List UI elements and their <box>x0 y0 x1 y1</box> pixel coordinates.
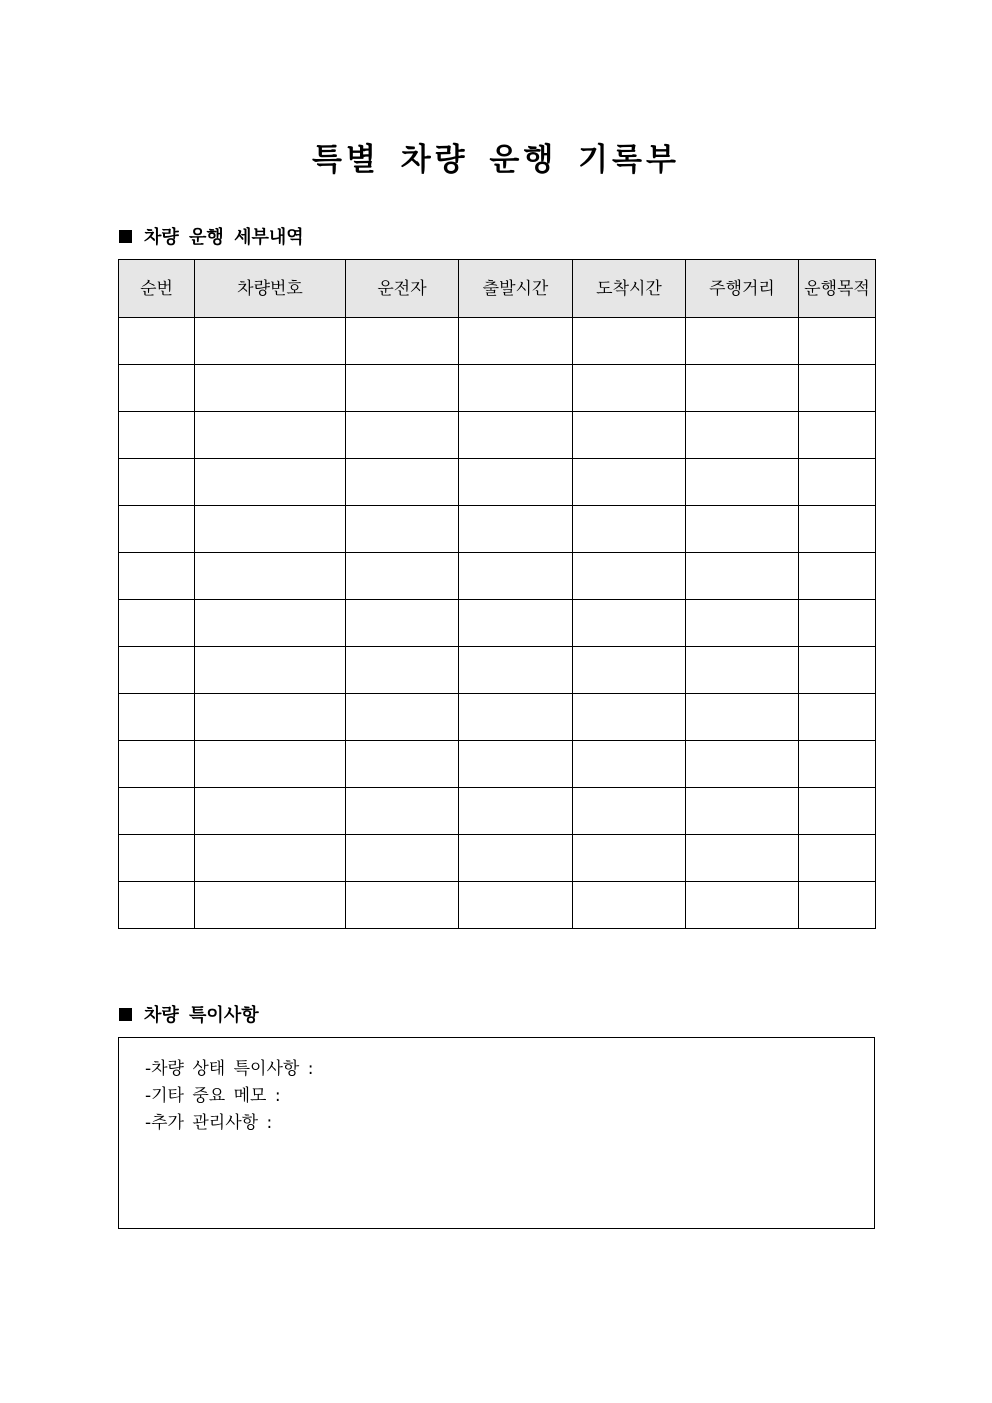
cell-purpose[interactable] <box>799 788 876 835</box>
cell-departure-time[interactable] <box>459 741 573 788</box>
cell-driver[interactable] <box>346 694 459 741</box>
special-notes-box[interactable] <box>118 1037 875 1229</box>
cell-vehicle-number[interactable] <box>195 365 346 412</box>
cell-distance[interactable] <box>686 882 799 929</box>
column-header-distance: 주행거리 <box>686 260 799 318</box>
cell-distance[interactable] <box>686 788 799 835</box>
cell-driver[interactable] <box>346 882 459 929</box>
cell-departure-time[interactable] <box>459 694 573 741</box>
cell-purpose[interactable] <box>799 506 876 553</box>
table-row <box>119 882 876 929</box>
cell-driver[interactable] <box>346 553 459 600</box>
cell-vehicle-number[interactable] <box>195 882 346 929</box>
cell-vehicle-number[interactable] <box>195 318 346 365</box>
cell-vehicle-number[interactable] <box>195 835 346 882</box>
cell-distance[interactable] <box>686 318 799 365</box>
cell-driver[interactable] <box>346 459 459 506</box>
cell-departure-time[interactable] <box>459 882 573 929</box>
cell-driver[interactable] <box>346 365 459 412</box>
cell-purpose[interactable] <box>799 741 876 788</box>
cell-distance[interactable] <box>686 365 799 412</box>
cell-seq[interactable] <box>119 882 195 929</box>
cell-seq[interactable] <box>119 694 195 741</box>
cell-driver[interactable] <box>346 741 459 788</box>
table-row <box>119 412 876 459</box>
cell-departure-time[interactable] <box>459 412 573 459</box>
note-line-vehicle-condition: -차량 상태 특이사항 : <box>145 1059 314 1079</box>
cell-purpose[interactable] <box>799 882 876 929</box>
cell-driver[interactable] <box>346 412 459 459</box>
cell-seq[interactable] <box>119 365 195 412</box>
cell-driver[interactable] <box>346 600 459 647</box>
cell-purpose[interactable] <box>799 694 876 741</box>
table-row <box>119 459 876 506</box>
cell-distance[interactable] <box>686 694 799 741</box>
cell-arrival-time[interactable] <box>573 788 686 835</box>
cell-arrival-time[interactable] <box>573 459 686 506</box>
column-header-vehicle-number: 차량번호 <box>195 260 346 318</box>
section-heading-label: 차량 특이사항 <box>144 1005 259 1026</box>
cell-purpose[interactable] <box>799 459 876 506</box>
table-row <box>119 600 876 647</box>
cell-arrival-time[interactable] <box>573 506 686 553</box>
table-row <box>119 741 876 788</box>
cell-arrival-time[interactable] <box>573 835 686 882</box>
cell-distance[interactable] <box>686 412 799 459</box>
table-row <box>119 647 876 694</box>
cell-purpose[interactable] <box>799 365 876 412</box>
table-row <box>119 318 876 365</box>
cell-departure-time[interactable] <box>459 506 573 553</box>
column-header-purpose: 운행목적 <box>799 260 876 318</box>
table-row <box>119 694 876 741</box>
section-heading-log <box>119 223 304 249</box>
note-line-other-memo: -기타 중요 메모 : <box>145 1086 281 1106</box>
cell-seq[interactable] <box>119 459 195 506</box>
cell-arrival-time[interactable] <box>573 553 686 600</box>
cell-purpose[interactable] <box>799 318 876 365</box>
cell-seq[interactable] <box>119 647 195 694</box>
square-bullet-icon <box>119 230 132 243</box>
cell-distance[interactable] <box>686 600 799 647</box>
cell-vehicle-number[interactable] <box>195 553 346 600</box>
cell-departure-time[interactable] <box>459 788 573 835</box>
vehicle-log-table <box>118 259 876 929</box>
section-heading-notes <box>119 1001 259 1027</box>
cell-vehicle-number[interactable] <box>195 788 346 835</box>
cell-purpose[interactable] <box>799 553 876 600</box>
cell-vehicle-number[interactable] <box>195 741 346 788</box>
cell-departure-time[interactable] <box>459 600 573 647</box>
cell-arrival-time[interactable] <box>573 600 686 647</box>
column-header-driver: 운전자 <box>346 260 459 318</box>
column-header-arrival-time: 도착시간 <box>573 260 686 318</box>
cell-arrival-time[interactable] <box>573 694 686 741</box>
cell-distance[interactable] <box>686 741 799 788</box>
cell-departure-time[interactable] <box>459 553 573 600</box>
cell-distance[interactable] <box>686 835 799 882</box>
cell-driver[interactable] <box>346 506 459 553</box>
document-title: 특별 차량 운행 기록부 <box>312 142 680 178</box>
cell-vehicle-number[interactable] <box>195 412 346 459</box>
table-header-row <box>119 260 876 318</box>
cell-driver[interactable] <box>346 647 459 694</box>
cell-vehicle-number[interactable] <box>195 459 346 506</box>
note-line-additional-management: -추가 관리사항 : <box>145 1113 273 1133</box>
cell-seq[interactable] <box>119 506 195 553</box>
notes-list <box>119 1038 874 1137</box>
cell-purpose[interactable] <box>799 835 876 882</box>
cell-arrival-time[interactable] <box>573 647 686 694</box>
square-bullet-icon <box>119 1008 132 1021</box>
column-header-departure-time: 출발시간 <box>459 260 573 318</box>
cell-driver[interactable] <box>346 788 459 835</box>
column-header-seq: 순번 <box>119 260 195 318</box>
cell-seq[interactable] <box>119 835 195 882</box>
cell-distance[interactable] <box>686 553 799 600</box>
cell-departure-time[interactable] <box>459 459 573 506</box>
cell-distance[interactable] <box>686 506 799 553</box>
cell-departure-time[interactable] <box>459 647 573 694</box>
cell-arrival-time[interactable] <box>573 365 686 412</box>
cell-seq[interactable] <box>119 412 195 459</box>
cell-vehicle-number[interactable] <box>195 694 346 741</box>
cell-vehicle-number[interactable] <box>195 506 346 553</box>
cell-vehicle-number[interactable] <box>195 600 346 647</box>
cell-purpose[interactable] <box>799 647 876 694</box>
cell-arrival-time[interactable] <box>573 882 686 929</box>
table-row <box>119 506 876 553</box>
table-row <box>119 835 876 882</box>
cell-seq[interactable] <box>119 553 195 600</box>
table-row <box>119 365 876 412</box>
table-row <box>119 788 876 835</box>
cell-departure-time[interactable] <box>459 318 573 365</box>
cell-departure-time[interactable] <box>459 835 573 882</box>
section-heading-label: 차량 운행 세부내역 <box>144 227 304 248</box>
cell-seq[interactable] <box>119 788 195 835</box>
cell-distance[interactable] <box>686 647 799 694</box>
cell-seq[interactable] <box>119 600 195 647</box>
cell-departure-time[interactable] <box>459 365 573 412</box>
cell-driver[interactable] <box>346 318 459 365</box>
table-row <box>119 553 876 600</box>
cell-arrival-time[interactable] <box>573 412 686 459</box>
cell-vehicle-number[interactable] <box>195 647 346 694</box>
cell-seq[interactable] <box>119 741 195 788</box>
cell-seq[interactable] <box>119 318 195 365</box>
cell-purpose[interactable] <box>799 412 876 459</box>
cell-purpose[interactable] <box>799 600 876 647</box>
cell-distance[interactable] <box>686 459 799 506</box>
table-body <box>119 318 876 929</box>
cell-arrival-time[interactable] <box>573 741 686 788</box>
cell-arrival-time[interactable] <box>573 318 686 365</box>
cell-driver[interactable] <box>346 835 459 882</box>
